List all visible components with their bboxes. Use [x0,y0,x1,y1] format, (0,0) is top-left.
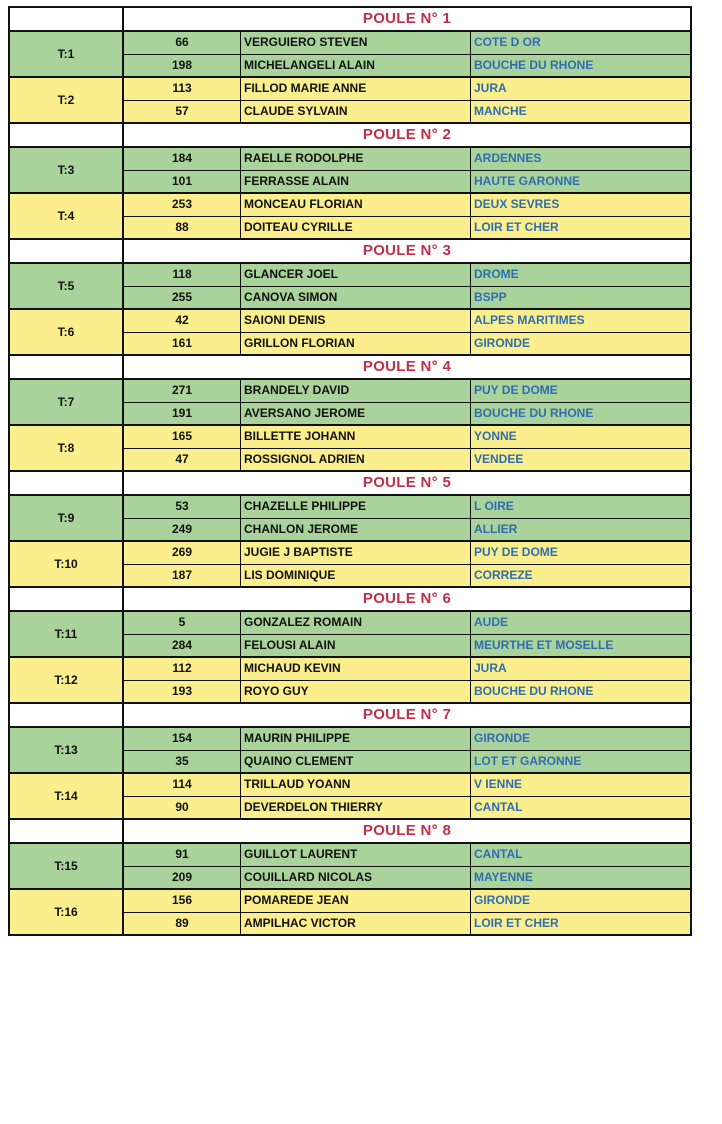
poule-title: POULE N° 8 [362,822,452,839]
player-rows [124,612,690,656]
poule-header [8,702,692,726]
player-rows [124,426,690,470]
header-blank-cell [10,820,124,842]
player-row [124,32,690,54]
player-number: 35 [124,751,241,773]
player-name: VERGUIERO STEVEN [241,32,471,54]
poule-title: POULE N° 1 [362,10,452,27]
player-rows [124,78,690,122]
player-name: MICHELANGELI ALAIN [241,55,471,77]
player-rows [124,728,690,772]
table-number: T:2 [10,78,124,122]
player-number: 184 [124,148,241,170]
player-name: GUILLOT LAURENT [241,844,471,866]
table-number: T:6 [10,310,124,354]
poule-header [8,470,692,494]
player-row [124,680,690,703]
player-number: 253 [124,194,241,216]
player-row [124,496,690,518]
player-name: DEVERDELON THIERRY [241,797,471,819]
player-department: VENDEE [474,451,524,466]
player-rows [124,890,690,934]
player-rows [124,264,690,308]
table-number: T:10 [10,542,124,586]
player-department: ALLIER [474,521,518,536]
table-block [8,76,692,122]
player-number: 90 [124,797,241,819]
player-number: 198 [124,55,241,77]
player-number: 57 [124,101,241,123]
player-department: JURA [474,661,507,675]
player-rows [124,194,690,238]
player-department: BOUCHE DU RHONE [474,683,594,698]
player-name: FILLOD MARIE ANNE [241,78,471,100]
player-number: 66 [124,32,241,54]
table-block [8,424,692,470]
player-rows [124,32,690,76]
player-name: ROSSIGNOL ADRIEN [241,449,471,471]
player-name: CLAUDE SYLVAIN [241,101,471,123]
player-name: BRANDELY DAVID [241,380,471,402]
table-number: T:9 [10,496,124,540]
player-number: 284 [124,635,241,657]
table-number: T:4 [10,194,124,238]
player-name: AVERSANO JEROME [241,403,471,425]
header-blank-cell [10,704,124,726]
player-department: CANTAL [474,799,523,814]
player-row [124,216,690,239]
player-number: 118 [124,264,241,286]
player-row [124,796,690,819]
player-name: GLANCER JOEL [241,264,471,286]
player-row [124,448,690,471]
player-row [124,426,690,448]
player-name: DOITEAU CYRILLE [241,217,471,239]
player-number: 187 [124,565,241,587]
player-name: MONCEAU FLORIAN [241,194,471,216]
table-block [8,378,692,424]
poule-header [8,238,692,262]
player-name: BILLETTE JOHANN [241,426,471,448]
player-rows [124,496,690,540]
player-department: L OIRE [474,499,514,513]
player-row [124,750,690,773]
table-block [8,842,692,888]
player-name: FELOUSI ALAIN [241,635,471,657]
player-name: JUGIE J BAPTISTE [241,542,471,564]
player-row [124,54,690,77]
draw-sheet [8,6,692,936]
player-row [124,912,690,935]
player-row [124,542,690,564]
player-rows [124,658,690,702]
table-number: T:15 [10,844,124,888]
table-block [8,656,692,702]
player-number: 156 [124,890,241,912]
player-name: MICHAUD KEVIN [241,658,471,680]
player-department: LOIR ET CHER [474,915,559,930]
player-department: AUDE [474,615,509,629]
player-department: BOUCHE DU RHONE [474,405,594,420]
player-department: HAUTE GARONNE [474,173,581,188]
poule-title: POULE N° 6 [362,590,452,607]
player-row [124,844,690,866]
player-name: COUILLARD NICOLAS [241,867,471,889]
player-rows [124,310,690,354]
player-department: GIRONDE [474,893,531,907]
player-number: 113 [124,78,241,100]
poule-title: POULE N° 3 [362,242,452,259]
player-row [124,264,690,286]
table-block [8,726,692,772]
player-number: 42 [124,310,241,332]
player-department: DEUX SEVRES [474,197,560,211]
poule-header [8,818,692,842]
header-blank-cell [10,124,124,146]
player-row [124,310,690,332]
table-number: T:3 [10,148,124,192]
table-number: T:16 [10,890,124,934]
player-name: RAELLE RODOLPHE [241,148,471,170]
sheet-bottom-border [8,934,692,936]
table-block [8,540,692,586]
player-row [124,332,690,355]
poule-header [8,122,692,146]
player-number: 47 [124,449,241,471]
player-name: AMPILHAC VICTOR [241,913,471,935]
table-block [8,610,692,656]
player-name: ROYO GUY [241,681,471,703]
player-number: 88 [124,217,241,239]
player-name: SAIONI DENIS [241,310,471,332]
player-number: 161 [124,333,241,355]
player-number: 249 [124,519,241,541]
player-row [124,866,690,889]
table-number: T:1 [10,32,124,76]
player-department: GIRONDE [474,731,531,745]
player-number: 165 [124,426,241,448]
table-block [8,146,692,192]
player-department: COTE D OR [474,35,541,49]
table-number: T:8 [10,426,124,470]
player-row [124,100,690,123]
player-name: CHAZELLE PHILIPPE [241,496,471,518]
player-row [124,78,690,100]
table-number: T:14 [10,774,124,818]
poule-title: POULE N° 5 [362,474,452,491]
player-row [124,634,690,657]
player-number: 5 [124,612,241,634]
table-block [8,494,692,540]
player-department: BOUCHE DU RHONE [474,57,594,72]
player-row [124,774,690,796]
player-row [124,658,690,680]
player-number: 91 [124,844,241,866]
poule-header [8,6,692,30]
player-department: JURA [474,81,507,95]
player-row [124,728,690,750]
player-name: FERRASSE ALAIN [241,171,471,193]
player-row [124,170,690,193]
player-number: 191 [124,403,241,425]
player-number: 112 [124,658,241,680]
table-number: T:7 [10,380,124,424]
header-blank-cell [10,240,124,262]
player-number: 271 [124,380,241,402]
player-number: 255 [124,287,241,309]
player-number: 101 [124,171,241,193]
player-row [124,612,690,634]
player-row [124,380,690,402]
poule-header [8,586,692,610]
table-number: T:13 [10,728,124,772]
player-name: GRILLON FLORIAN [241,333,471,355]
player-rows [124,774,690,818]
player-number: 209 [124,867,241,889]
player-row [124,148,690,170]
player-name: CHANLON JEROME [241,519,471,541]
header-blank-cell [10,8,124,30]
player-row [124,890,690,912]
table-block [8,888,692,934]
table-block [8,772,692,818]
header-blank-cell [10,356,124,378]
player-department: YONNE [474,429,517,443]
poule-header [8,354,692,378]
player-department: GIRONDE [474,335,531,350]
player-row [124,518,690,541]
header-blank-cell [10,472,124,494]
player-number: 53 [124,496,241,518]
player-department: DROME [474,267,519,281]
player-row [124,402,690,425]
player-department: BSPP [474,289,507,304]
poule-title: POULE N° 4 [362,358,452,375]
player-department: ARDENNES [474,151,542,165]
player-row [124,194,690,216]
header-blank-cell [10,588,124,610]
player-number: 154 [124,728,241,750]
table-block [8,192,692,238]
player-department: MEURTHE ET MOSELLE [474,637,614,652]
player-department: ALPES MARITIMES [474,313,585,327]
player-rows [124,148,690,192]
player-department: MANCHE [474,103,527,118]
player-number: 193 [124,681,241,703]
player-rows [124,380,690,424]
player-department: PUY DE DOME [474,383,558,397]
player-name: CANOVA SIMON [241,287,471,309]
poule-title: POULE N° 2 [362,126,452,143]
table-block [8,30,692,76]
player-name: QUAINO CLEMENT [241,751,471,773]
player-rows [124,542,690,586]
player-department: CORREZE [474,567,533,582]
player-name: LIS DOMINIQUE [241,565,471,587]
player-number: 89 [124,913,241,935]
player-row [124,564,690,587]
player-rows [124,844,690,888]
player-department: CANTAL [474,847,523,861]
player-name: MAURIN PHILIPPE [241,728,471,750]
poule-title: POULE N° 7 [362,706,452,723]
player-department: MAYENNE [474,869,533,884]
player-department: V IENNE [474,777,523,791]
player-row [124,286,690,309]
player-department: LOIR ET CHER [474,219,559,234]
table-block [8,262,692,308]
player-name: GONZALEZ ROMAIN [241,612,471,634]
player-name: TRILLAUD YOANN [241,774,471,796]
table-number: T:12 [10,658,124,702]
table-number: T:5 [10,264,124,308]
player-number: 114 [124,774,241,796]
player-department: PUY DE DOME [474,545,558,559]
player-name: POMAREDE JEAN [241,890,471,912]
player-number: 269 [124,542,241,564]
player-department: LOT ET GARONNE [474,753,582,768]
table-number: T:11 [10,612,124,656]
table-block [8,308,692,354]
